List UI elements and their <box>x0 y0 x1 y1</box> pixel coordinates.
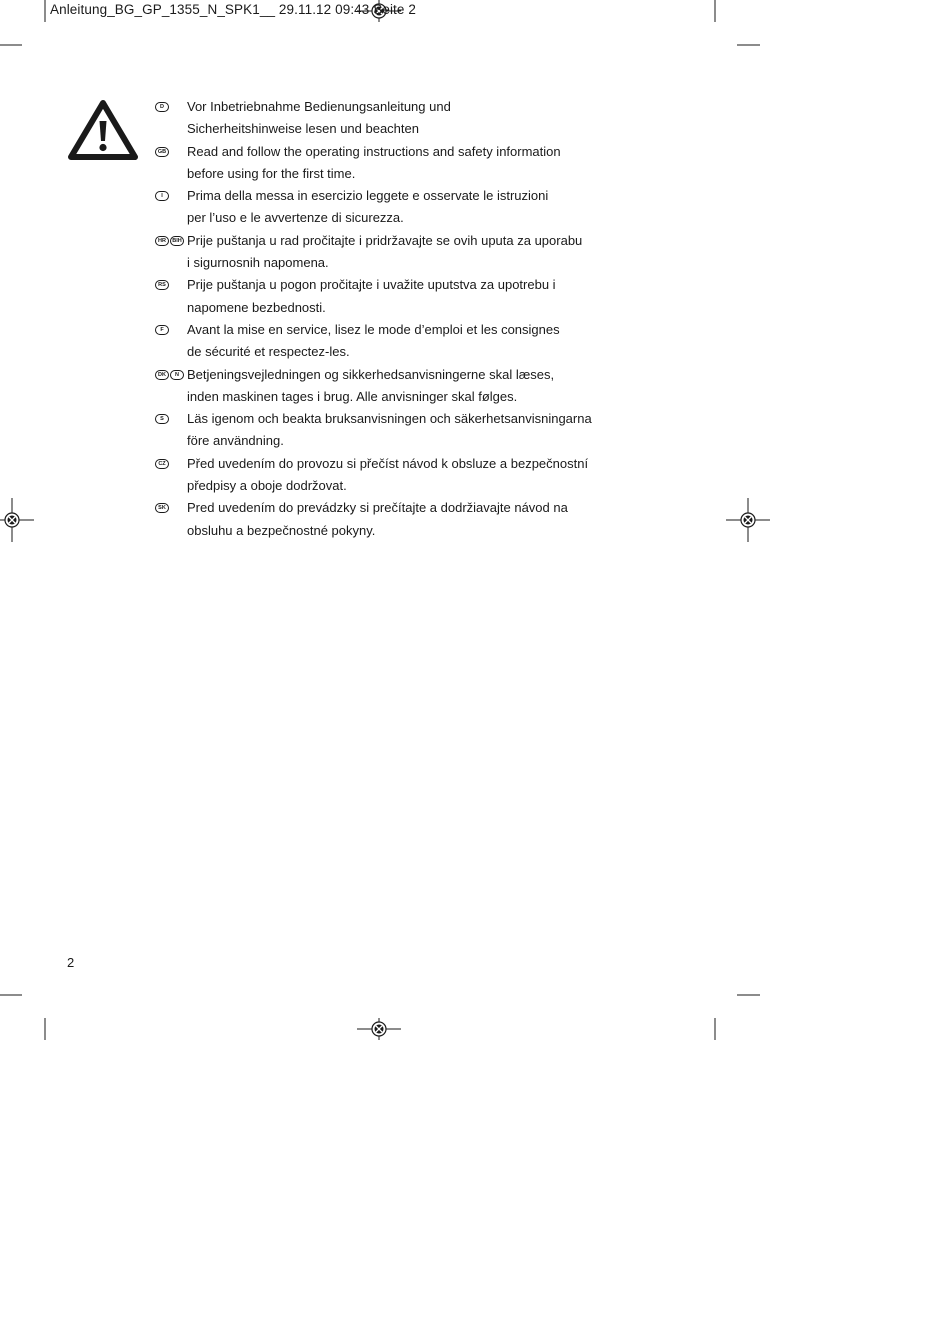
instruction-line: Läs igenom och beakta bruksanvisningen och säkerhetsanvisningarna <box>187 411 592 427</box>
country-code-badges <box>155 236 184 246</box>
country-code-badges <box>155 147 169 157</box>
instruction-line: Prije puštanja u pogon pročitajte i uvažite uputstva za upotrebu i <box>187 277 556 293</box>
instruction-line: obsluhu a bezpečnostné pokyny. <box>187 522 376 538</box>
country-code-badges <box>155 280 169 290</box>
instruction-line: Před uvedením do provozu si přečíst návod k obsluze a bezpečnostní <box>187 455 589 471</box>
country-code-badges <box>155 191 169 201</box>
instruction-line: Vor Inbetriebnahme Bedienungsanleitung und <box>187 99 451 114</box>
page-number: 2 <box>67 955 75 970</box>
instruction-line: i sigurnosnih napomena. <box>187 255 329 271</box>
instruction-line: Sicherheitshinweise lesen und beachten <box>187 121 419 137</box>
country-code-badge: GB <box>155 147 169 157</box>
country-code-badge: S <box>155 414 169 424</box>
registration-mark-icon <box>726 498 770 542</box>
country-code-badges <box>155 459 169 469</box>
instruction-entry-gb <box>155 141 615 186</box>
country-code-badge: HR <box>155 236 169 246</box>
country-code-badge: F <box>155 325 169 335</box>
country-code-badges <box>155 503 169 513</box>
instruction-line: Pred uvedením do prevádzky si prečítajte a dodržiavajte návod na <box>187 500 568 516</box>
instruction-line: předpisy a oboje dodržovat. <box>187 478 347 494</box>
instruction-line: före användning. <box>187 433 284 449</box>
country-code-badges <box>155 414 169 424</box>
instruction-line: de sécurité et respectez-les. <box>187 344 350 360</box>
instruction-entry-se <box>155 408 615 453</box>
file-slug-header: Anleitung_BG_GP_1355_N_SPK1__ 29.11.12 09:43 Seite 2 <box>50 2 416 17</box>
instruction-entry-cz <box>155 453 615 498</box>
safety-instruction-list <box>155 96 615 542</box>
instruction-entry-sk <box>155 497 615 542</box>
country-code-badges <box>155 370 184 380</box>
country-code-badges <box>155 325 169 335</box>
instruction-line: Prima della messa in esercizio leggete e osservate le istruzioni <box>187 188 549 204</box>
country-code-badge: SK <box>155 503 169 513</box>
instruction-entry-de <box>155 96 615 141</box>
country-code-badge: RS <box>155 280 169 290</box>
instruction-line: Betjeningsvejledningen og sikkerhedsanvisningerne skal læses, <box>187 366 555 382</box>
country-code-badges <box>155 102 169 112</box>
registration-mark-icon <box>0 498 34 542</box>
instruction-line: napomene bezbednosti. <box>187 299 326 315</box>
instruction-entry-fr <box>155 319 615 364</box>
country-code-badge: DK <box>155 370 169 380</box>
instruction-line: before using for the first time. <box>187 165 356 181</box>
instruction-line: Prije puštanja u rad pročitajte i pridržavajte se ovih uputa za uporabu <box>187 232 583 248</box>
country-code-badge: I <box>155 191 169 201</box>
instruction-entry-hr-bih <box>155 230 615 275</box>
instruction-line: inden maskinen tages i brug. Alle anvisninger skal følges. <box>187 388 518 404</box>
registration-mark-icon <box>357 1018 401 1040</box>
instruction-line: per l’uso e le avvertenze di sicurezza. <box>187 210 404 226</box>
country-code-badge: N <box>170 370 184 380</box>
warning-triangle-icon <box>68 99 138 161</box>
instruction-entry-it <box>155 185 615 230</box>
instruction-line: Read and follow the operating instructions and safety information <box>187 143 561 159</box>
instruction-line: Avant la mise en service, lisez le mode d’emploi et les consignes <box>187 321 560 337</box>
instruction-entry-dk-n <box>155 364 615 409</box>
country-code-badge: BIH <box>170 236 184 246</box>
instruction-entry-rs <box>155 274 615 319</box>
country-code-badge: CZ <box>155 459 169 469</box>
country-code-badge: D <box>155 102 169 112</box>
